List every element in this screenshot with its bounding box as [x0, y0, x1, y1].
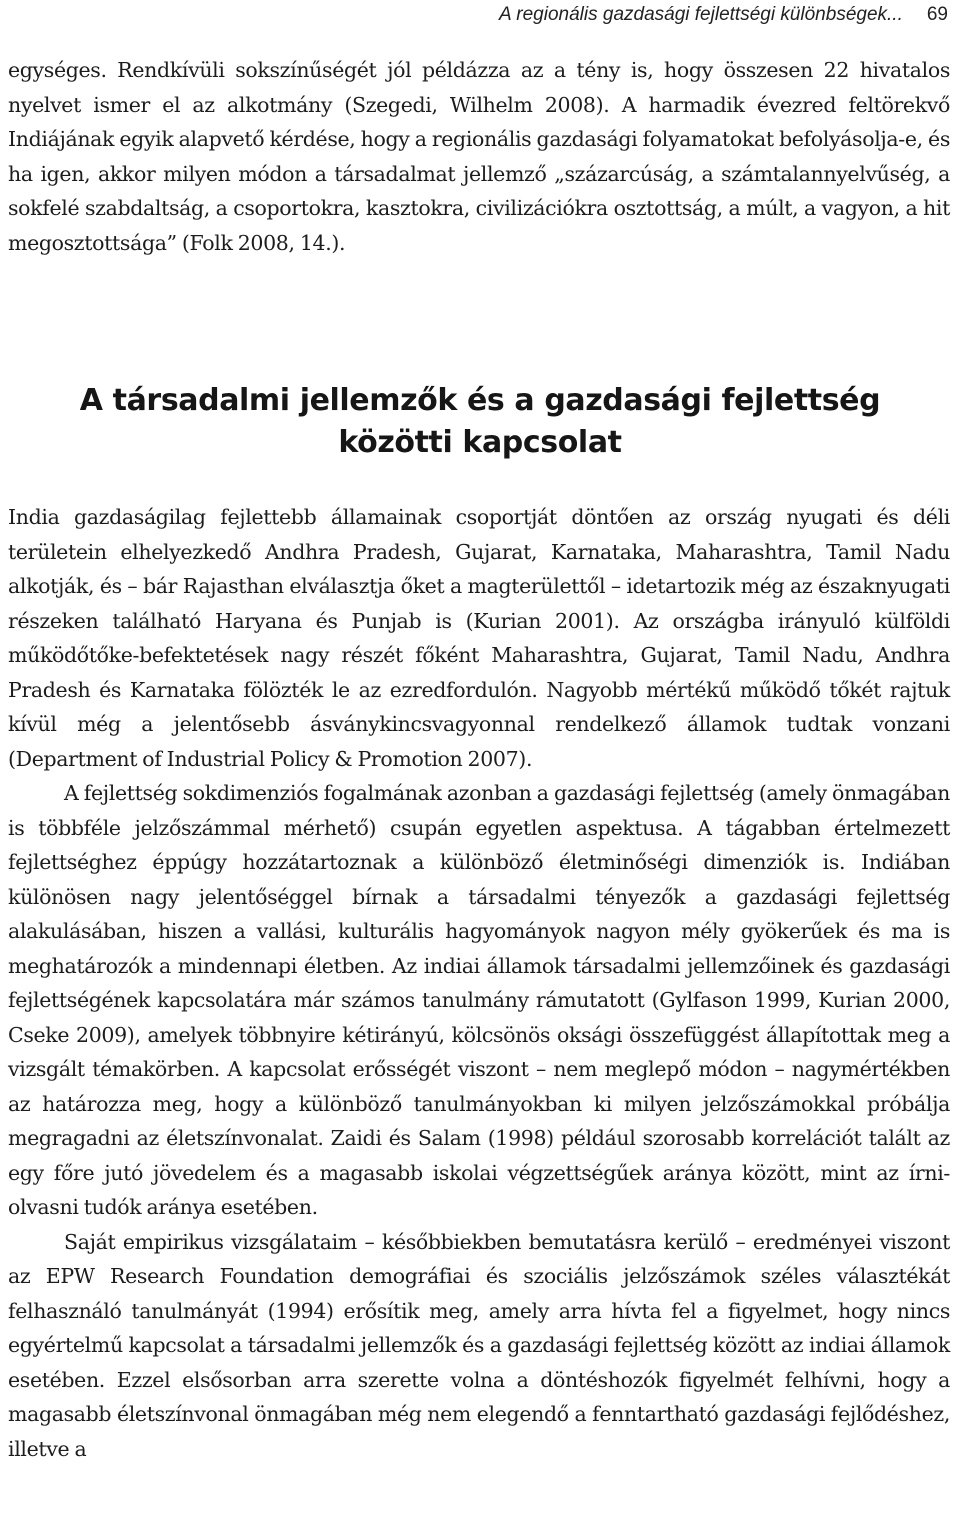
- running-header: [499, 0, 948, 30]
- intro-paragraph: egységes. Rendkívüli sokszínűségét jól példázza az a tény is, hogy összesen 22 hivatalos nyelvet ismer el az alkotmány (Szegedi, Wilhelm 2008). A harmadik évezred feltörekvő Indiájának egyik alapvető kérdése, hogy a regionális gazdasági folyamatokat befolyásolja-e, és ha igen, akkor milyen módon a társadalmat jellemző „százarcúság, a számtalannyelvűség, a sokfelé szabdaltság, a csoportokra, kasztokra, civilizációkra osztottság, a múlt, a vagyon, a hit megosztottsága” (Folk 2008, 14.).: [8, 58, 950, 255]
- body-paragraph-3: Saját empirikus vizsgálataim – későbbiekben bemutatásra kerülő – eredményei viszont az EPW Research Foundation demográfiai és szociális jelzőszámok széles választékát felhasználó tanulmányát (1994) erősítik meg, amely arra hívta fel a figyelmet, hogy nincs egyértelmű kapcsolat a társadalmi jellemzők és a gazdasági fejlettség között az indiai államok esetében. Ezzel elsősorban arra szerette volna a döntéshozók figyelmét felhívni, hogy a magasabb életszínvonal önmagában még nem elegendő a fenntartható gazdasági fejlődéshez, illetve a: [8, 1229, 950, 1461]
- intro-text-block: [8, 53, 950, 260]
- page-number: 69: [926, 4, 948, 25]
- section-heading: [0, 380, 960, 464]
- body-paragraph-2: A fejlettség sokdimenziós fogalmának azonban a gazdasági fejlettség (amely önmagában is többféle jelzőszámmal mérhető) csupán egyetlen aspektusa. A tágabban értelmezett fejlettséghez éppúgy hozzátartoznak a különböző életminőségi dimenziók is. Indiában különösen nagy jelentőséggel bírnak a társadalmi tényezők a gazdasági fejlettség alakulásában, hiszen a vallási, kulturális hagyományok nagyon mély gyökerűek és ma is meghatározók a mindennapi életben. Az indiai államok társadalmi jellemzőinek és gazdasági fejlettségének kapcsolatára már számos tanulmány rámutatott (Gylfason 1999, Kurian 2000, Cseke 2009), amelyek többnyire kétirányú, kölcsönös oksági összefüggést állapítottak meg a vizsgált témakörben. A kapcsolat erősségét viszont – nem meglepő módon – nagymértékben az határozza meg, hogy a különböző tanulmányokban ki milyen jelzőszámokkal próbálja megragadni az életszínvonalat. Zaidi és Salam (1998) például szorosabb korrelációt talált az egy főre jutó jövedelem és a magasabb iskolai végzettségűek aránya között, mint az írni-olvasni tudók aránya esetében.: [8, 781, 950, 1219]
- running-title: A regionális gazdasági fejlettségi különbségek...: [499, 4, 903, 25]
- section-heading-line-2: közötti kapcsolat: [338, 425, 622, 460]
- section-body: [8, 500, 950, 1466]
- section-heading-line-1: A társadalmi jellemzők és a gazdasági fejlettség: [79, 383, 881, 418]
- body-paragraph-1: India gazdaságilag fejlettebb államainak csoportját döntően az ország nyugati és déli területein elhelyezkedő Andhra Pradesh, Gujarat, Karnataka, Maharashtra, Tamil Nadu alkotják, és – bár Rajasthan elválasztja őket a magterülettől – idetartozik még az északnyugati részeken található Haryana és Punjab is (Kurian 2001). Az országba irányuló külföldi működőtőke-befektetések nagy részét főként Maharashtra, Gujarat, Tamil Nadu, Andhra Pradesh és Karnataka fölözték le az ezredfordulón. Nagyobb mértékű működő tőkét rajtuk kívül még a jelentősebb ásványkincsvagyonnal rendelkező államok tudtak vonzani (Department of Industrial Policy & Promotion 2007).: [8, 505, 950, 771]
